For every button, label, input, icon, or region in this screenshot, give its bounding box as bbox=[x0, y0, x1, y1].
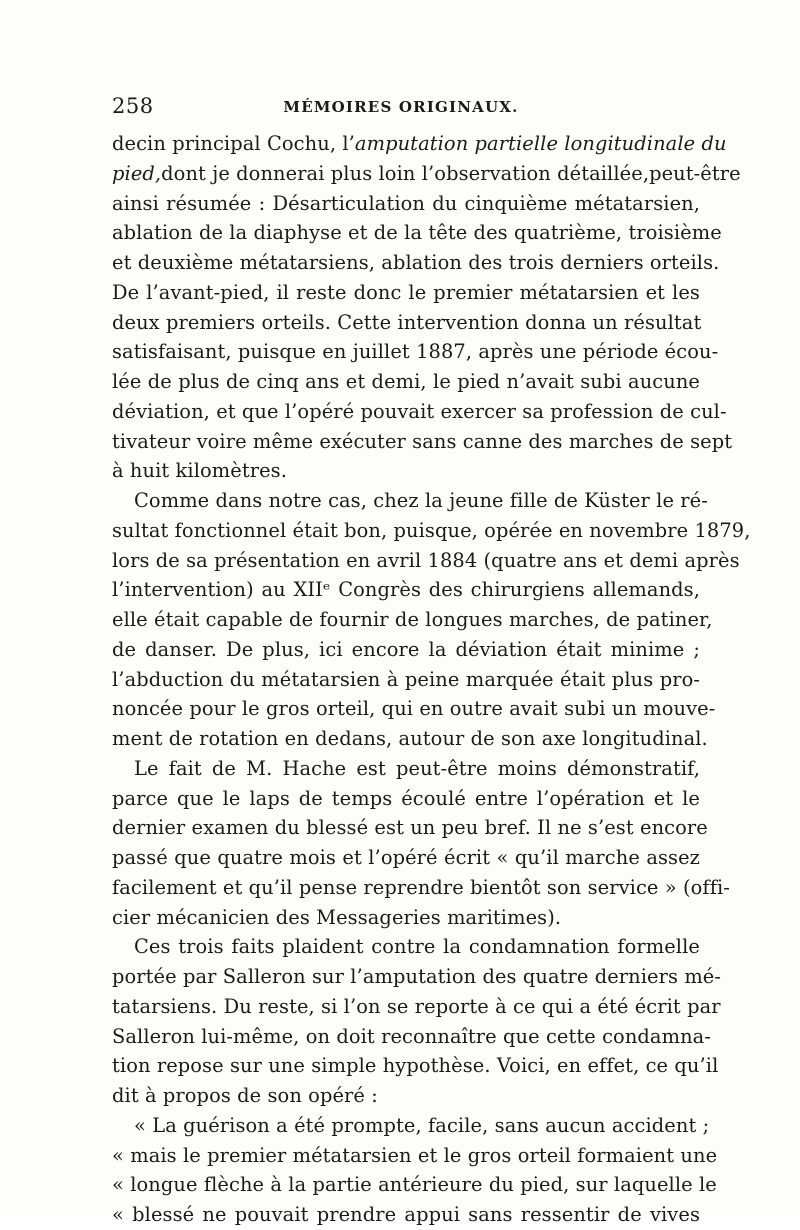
text-line: portée par Salleron sur l’amputation des quatre derniers mé- bbox=[112, 965, 722, 988]
text-line: cier mécanicien des Messageries maritimes). bbox=[112, 905, 562, 929]
text-line: facilement et qu’il pense reprendre bientôt son service » (offi- bbox=[112, 875, 730, 899]
text-line: tatarsiens. Du reste, si l’on se reporte à ce qui a été écrit par bbox=[112, 994, 721, 1018]
text-line: noncée pour le gros orteil, qui en outre avait subi un mouve- bbox=[112, 697, 716, 721]
text-line: pied,dont je donnerai plus loin l’observation détaillée,peut-être bbox=[112, 161, 741, 185]
text-line: ainsi résumée : Désarticulation du cinquième métatarsien, bbox=[112, 191, 700, 215]
text-line: lors de sa présentation en avril 1884 (quatre ans et demi après bbox=[112, 548, 740, 572]
text-line: sultat fonctionnel était bon, puisque, opérée en novembre 1879, bbox=[112, 518, 751, 542]
text-line: decin principal Cochu, l’amputation partielle longitudinale du bbox=[112, 132, 727, 155]
text-line: De l’avant-pied, il reste donc le premier métatarsien et les bbox=[112, 280, 700, 304]
text-line: de danser. De plus, ici encore la déviation était minime ; bbox=[112, 637, 700, 661]
text-line: satisfaisant, puisque en juillet 1887, après une période écou- bbox=[112, 340, 719, 364]
text-line: « mais le premier métatarsien et le gros orteil formaient une bbox=[112, 1143, 718, 1167]
running-header bbox=[112, 94, 690, 124]
text-line: « blessé ne pouvait prendre appui sans ressentir de vives bbox=[112, 1203, 700, 1226]
text-line: elle était capable de fournir de longues marches, de patiner, bbox=[112, 608, 713, 631]
text-line: « longue flèche à la partie antérieure du pied, sur laquelle le bbox=[112, 1173, 717, 1197]
text-line: à huit kilomètres. bbox=[112, 459, 287, 483]
text-line: tivateur voire même exécuter sans canne des marches de sept bbox=[112, 429, 733, 453]
text-line: dernier examen du blessé est un peu bref. Il ne s’est encore bbox=[112, 816, 708, 840]
text-line: deux premiers orteils. Cette intervention donna un résultat bbox=[112, 310, 702, 334]
text-line: Ces trois faits plaident contre la condamnation formelle bbox=[134, 935, 700, 959]
text-line: Comme dans notre cas, chez la jeune fille de Küster le ré- bbox=[134, 489, 708, 512]
text-line: lée de plus de cinq ans et demi, le pied n’avait subi aucune bbox=[112, 370, 700, 393]
text-line: Salleron lui-même, on doit reconnaître que cette condamna- bbox=[112, 1024, 711, 1048]
text-line: Le fait de M. Hache est peut-être moins démonstratif, bbox=[134, 756, 700, 780]
text-line: dit à propos de son opéré : bbox=[112, 1084, 378, 1107]
text-line: « La guérison a été prompte, facile, sans aucun accident ; bbox=[134, 1113, 710, 1137]
body-text bbox=[112, 129, 751, 1230]
text-line: ablation de la diaphyse et de la tête des quatrième, troisième bbox=[112, 221, 722, 245]
text-line: l’intervention) au XIIᵉ Congrès des chirurgiens allemands, bbox=[112, 578, 700, 602]
text-line: déviation, et que l’opéré pouvait exercer sa profession de cul- bbox=[112, 399, 727, 423]
text-line: et deuxième métatarsiens, ablation des trois derniers orteils. bbox=[112, 251, 720, 274]
text-line: passé que quatre mois et l’opéré écrit « qu’il marche assez bbox=[112, 846, 700, 869]
text-line: parce que le laps de temps écoulé entre l’opération et le bbox=[112, 786, 700, 810]
text-line: tion repose sur une simple hypothèse. Voici, en effet, ce qu’il bbox=[112, 1054, 719, 1078]
text-line: l’abduction du métatarsien à peine marquée était plus pro- bbox=[112, 667, 700, 691]
page-number: 258 bbox=[112, 94, 154, 118]
text-line: ment de rotation en dedans, autour de son axe longitudinal. bbox=[112, 727, 708, 750]
running-title: MÉMOIRES ORIGINAUX. bbox=[283, 98, 519, 116]
